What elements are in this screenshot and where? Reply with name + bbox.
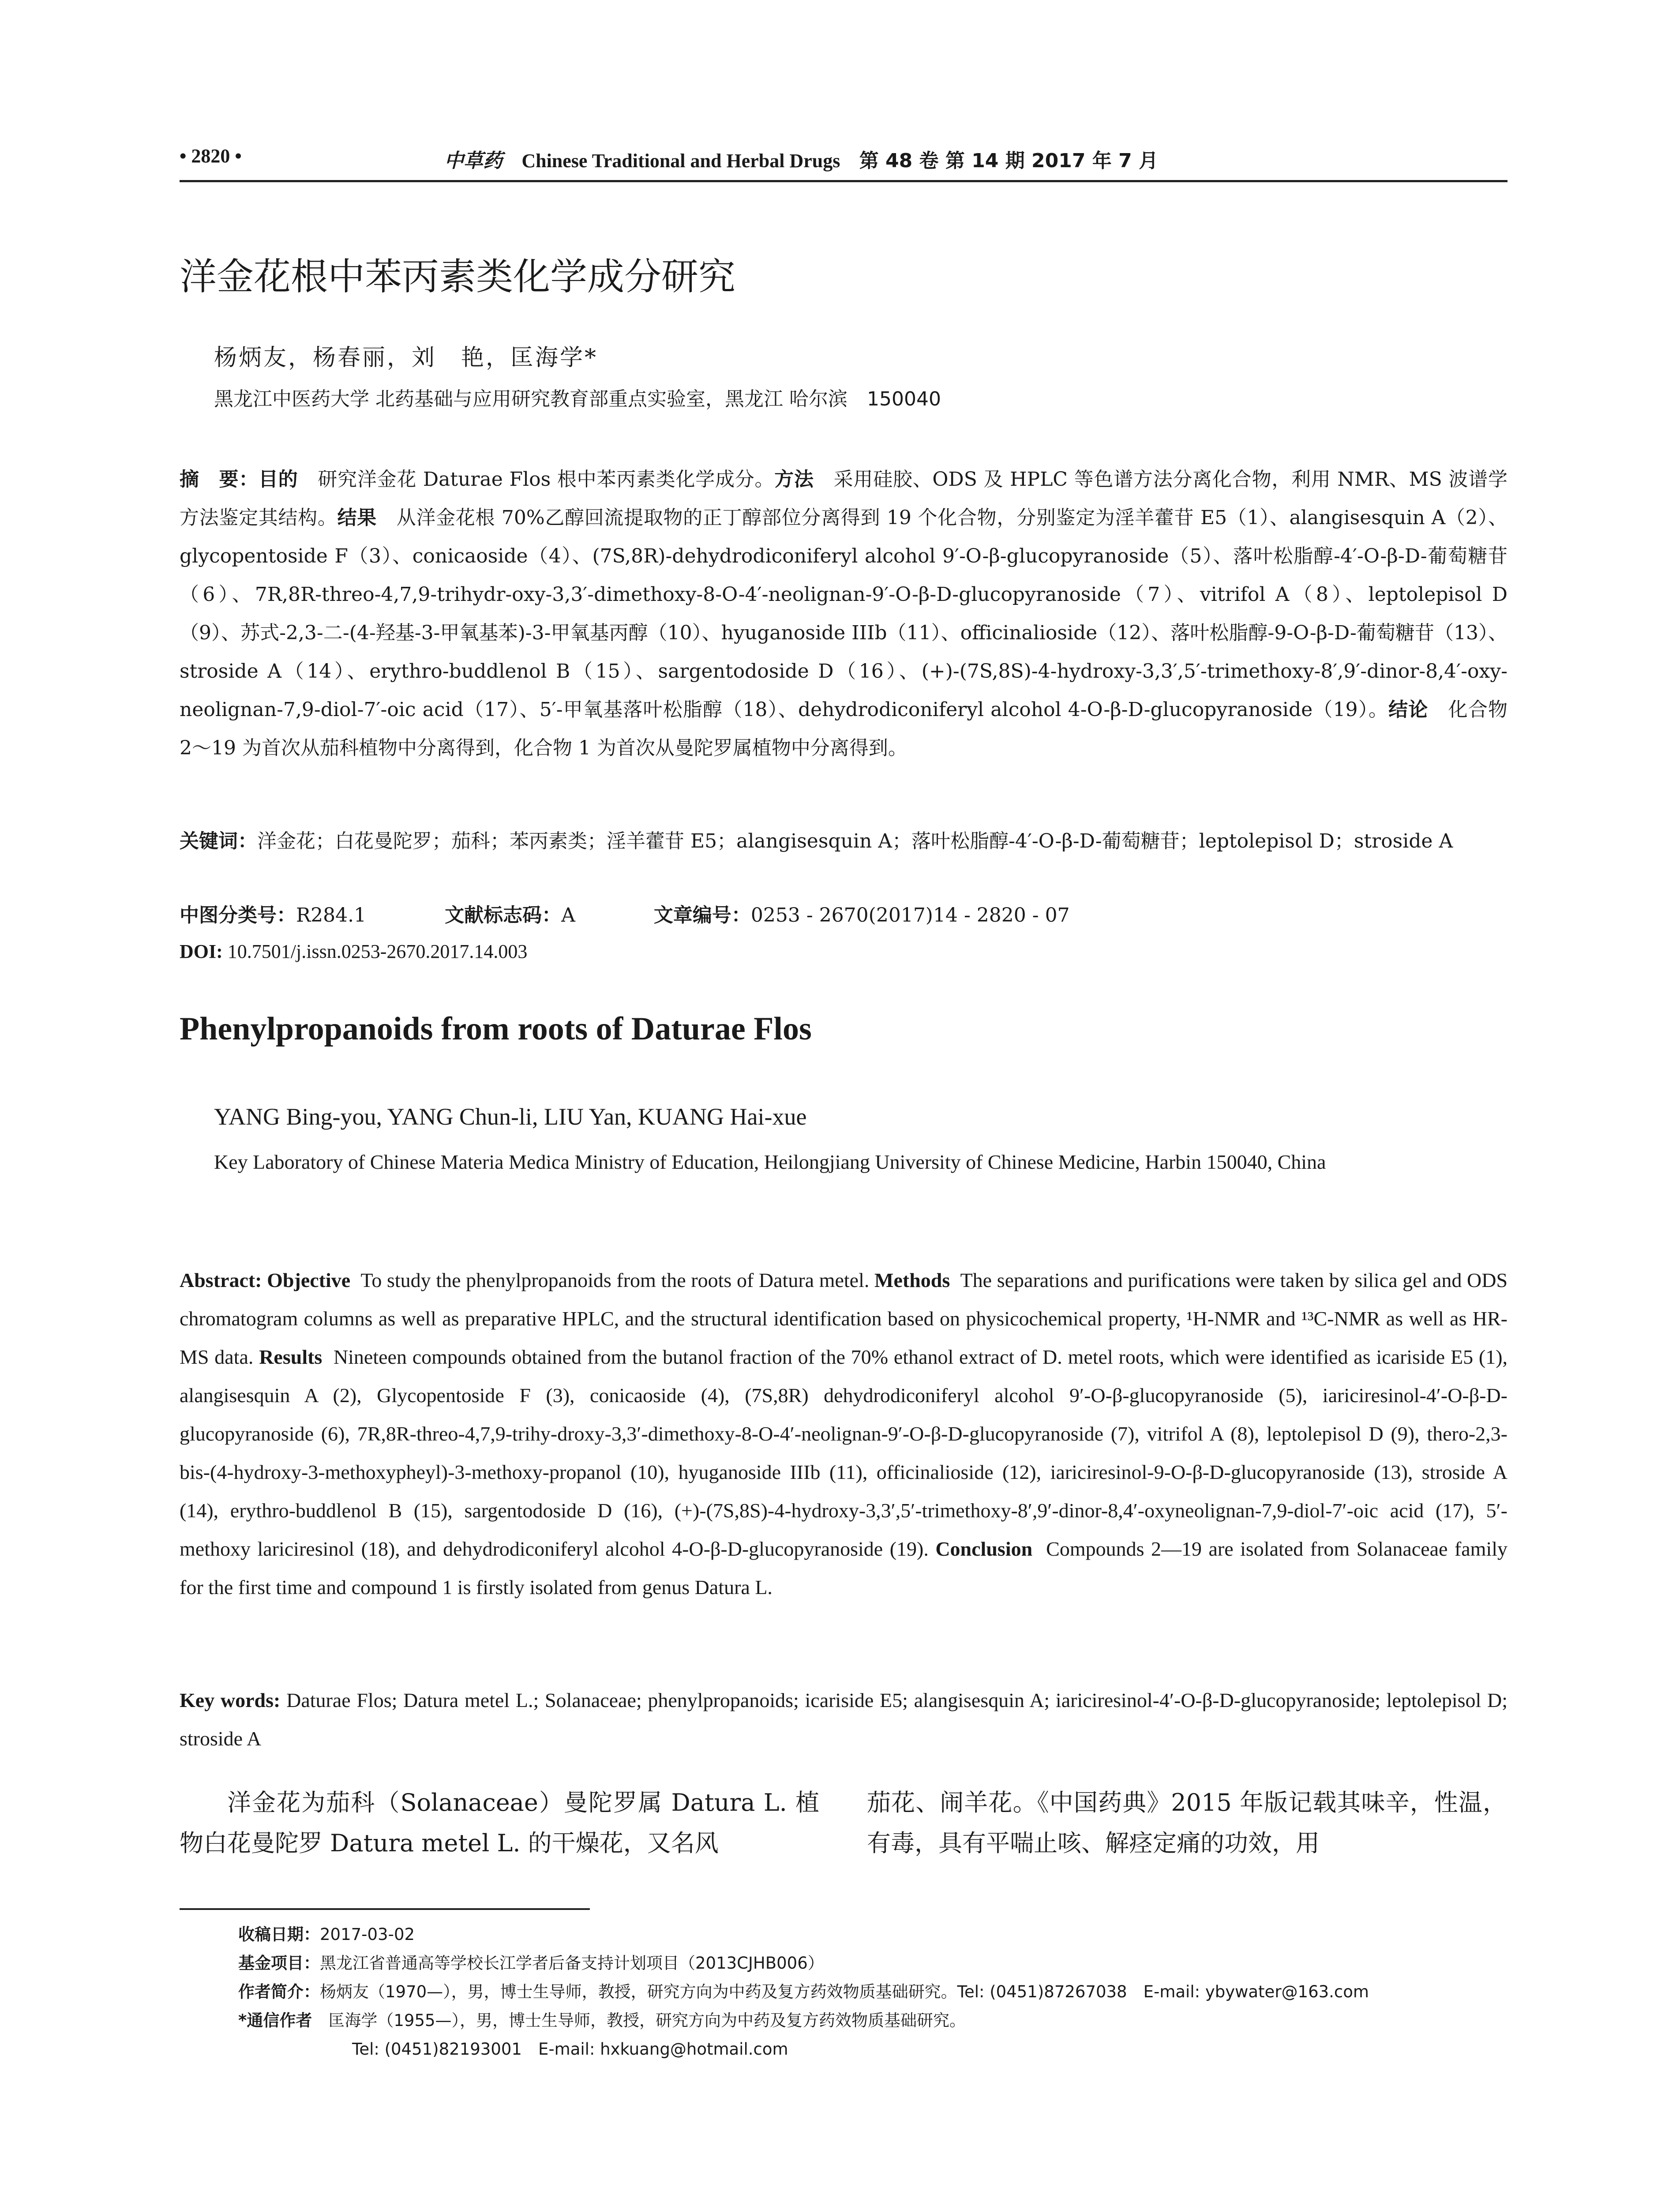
chinese-abstract bbox=[180, 460, 1508, 767]
doccode-value: A bbox=[561, 904, 575, 927]
english-title: Phenylpropanoids from roots of Daturae Flos bbox=[180, 1011, 812, 1047]
methods-label: 方法 bbox=[774, 468, 814, 491]
abstract-label: 摘 要： bbox=[180, 468, 259, 491]
en-abstract-label: Abstract: Objective bbox=[180, 1269, 351, 1291]
running-header bbox=[180, 140, 1508, 182]
en-objective-text: To study the phenylpropanoids from the roots of Datura metel. bbox=[360, 1269, 870, 1291]
journal-name-en: Chinese Traditional and Herbal Drugs bbox=[521, 150, 840, 172]
conclusion-label: 结论 bbox=[1388, 698, 1429, 721]
footnote-rule bbox=[180, 1908, 590, 1910]
en-results-text: Nineteen compounds obtained from the butanol fraction of the 70% ethanol extract of D. metel roots, which were identified as icariside E5 (1), alangisesquin A (2), Glycopentoside F (3), conicaoside (4), (7S,8R) dehydrodiconiferyl alcohol 9′-O-β-glucopyranoside (5), iariciresinol-4′-O-β-D-glucopyranoside (6), 7R,8R-threo-4,7,9-trihy-droxy-3,3′-dimethoxy-8-O-4′-neolignan-9′-O-β-D-glucopyranoside (7), vitrifol A (8), leptolepisol D (9), thero-2,3-bis-(4-hydroxy-3-methoxypheyl)-3-methoxy-propanol (10), hyuganoside IIIb (11), officinalioside (12), iariciresinol-9-O-β-D-glucopyranoside (13), stroside A (14), erythro-buddlenol B (15), sargentodoside D (16), (+)-(7S,8S)-4-hydroxy-3,3′,5′-trimethoxy-8′,9′-dinor-8,4′-oxyneolignan-7,9-diol-7′-oic acid (17), 5′-methoxy lariciresinol (18), and dehydrodiconiferyl alcohol 4-O-β-D-glucopyranoside (19). bbox=[180, 1346, 1508, 1560]
chinese-authors: 杨炳友，杨春丽，刘 艳，匡海学* bbox=[214, 345, 598, 371]
received-label: 收稿日期： bbox=[238, 1925, 320, 1944]
footnotes bbox=[238, 1920, 1509, 2063]
received-value: 2017-03-02 bbox=[320, 1925, 415, 1944]
english-abstract bbox=[180, 1261, 1508, 1606]
page-number: • 2820 • bbox=[180, 145, 242, 167]
doccode-label: 文献标志码： bbox=[445, 904, 562, 927]
english-affiliation: Key Laboratory of Chinese Materia Medica Ministry of Education, Heilongjiang University of Chinese Medicine, Harbin 150040, China bbox=[214, 1151, 1326, 1173]
articleno-label: 文章编号： bbox=[653, 904, 751, 927]
en-results-label: Results bbox=[259, 1346, 322, 1368]
chinese-title: 洋金花根中苯丙素类化学成分研究 bbox=[180, 255, 736, 298]
en-conclusion-label: Conclusion bbox=[935, 1538, 1033, 1560]
en-keywords-text: Daturae Flos; Datura metel L.; Solanaceae; phenylpropanoids; icariside E5; alangisesquin A; iariciresinol-4′-O-β-D-glucopyranoside; leptolepisol D; stroside A bbox=[180, 1689, 1508, 1750]
keywords-text: 洋金花；白花曼陀罗；茄科；苯丙素类；淫羊藿苷 E5；alangisesquin A；落叶松脂醇-4′-O-β-D-葡萄糖苷；leptolepisol D；stroside A bbox=[257, 830, 1453, 852]
doi-line bbox=[180, 936, 1508, 967]
bio-label: 作者简介： bbox=[238, 1982, 320, 2001]
en-keywords-label: Key words: bbox=[180, 1689, 281, 1711]
en-conclusion-text: Compounds 2—19 are isolated from Solanaceae family for the first time and compound 1 is firstly isolated from genus Datura L. bbox=[180, 1538, 1508, 1598]
conclusion-text: 化合物 2～19 为首次从茄科植物中分离得到，化合物 1 为首次从曼陀罗属植物中分离得到。 bbox=[180, 698, 1508, 759]
journal-info bbox=[444, 145, 1170, 173]
doi-value: 10.7501/j.issn.0253-2670.2017.14.003 bbox=[227, 941, 528, 962]
results-text: 从洋金花根 70%乙醇回流提取物的正丁醇部位分离得到 19 个化合物，分别鉴定为淫羊藿苷 E5（1）、alangisesquin A（2）、glycopentoside F（3）、conicaoside（4）、(7S,8R)-dehydrodiconiferyl alcohol 9′-O-β-glucopyranoside（5）、落叶松脂醇-4′-O-β-D-葡萄糖苷（6）、7R,8R-threo-4,7,9-trihydr-oxy-3,3′-dimethoxy-8-O-4′-neolignan-9′-O-β-D-glucopyranoside（7）、vitrifol A（8）、leptolepisol D（9）、苏式-2,3-二-(4-羟基-3-甲氧基苯)-3-甲氧基丙醇（10）、hyuganoside IIIb（11）、officinalioside（12）、落叶松脂醇-9-O-β-D-葡萄糖苷（13）、stroside A（14）、erythro-buddlenol B（15）、sargentodoside D（16）、(+)-(7S,8S)-4-hydroxy-3,3′,5′-trimethoxy-8′,9′-dinor-8,4′-oxy-neolignan-7,9-diol-7′-oic acid（17）、5′-甲氧基落叶松脂醇（18）、dehydrodiconiferyl alcohol 4-O-β-D-glucopyranoside（19）。 bbox=[180, 506, 1508, 721]
corr-value: 匡海学（1955—），男，博士生导师，教授，研究方向为中药及复方药效物质基础研究。 bbox=[328, 2011, 966, 2030]
corr-label: *通信作者 bbox=[238, 2011, 312, 2030]
en-methods-text: The separations and purifications were taken by silica gel and ODS chromatogram columns as well as preparative HPLC, and the structural identification based on physicochemical property, ¹H-NMR and ¹³C-NMR as well as HR-MS data. bbox=[180, 1269, 1508, 1368]
issue-info: 第 48 卷 第 14 期 2017 年 7 月 bbox=[859, 150, 1159, 172]
footnote-corresponding bbox=[238, 2006, 1509, 2035]
en-methods-label: Methods bbox=[874, 1269, 950, 1291]
fund-label: 基金项目： bbox=[238, 1954, 320, 1973]
footnote-fund bbox=[238, 1949, 1509, 1977]
footnote-contact: Tel: (0451)82193001 E-mail: hxkuang@hotmail.com bbox=[352, 2040, 788, 2059]
chinese-keywords bbox=[180, 826, 1508, 857]
classification-line bbox=[180, 900, 1508, 931]
fund-value: 黑龙江省普通高等学校长江学者后备支持计划项目（2013CJHB006） bbox=[320, 1954, 824, 1973]
clc-value: R284.1 bbox=[296, 904, 367, 927]
footnote-received bbox=[238, 1920, 1509, 1949]
objective-label: 目的 bbox=[259, 468, 298, 491]
keywords-label: 关键词： bbox=[180, 830, 257, 852]
objective-text: 研究洋金花 Daturae Flos 根中苯丙素类化学成分。 bbox=[318, 468, 775, 491]
methods-text: 采用硅胶、ODS 及 HPLC 等色谱方法分离化合物，利用 NMR、MS 波谱学方法鉴定其结构。 bbox=[180, 468, 1508, 529]
english-authors: YANG Bing-you, YANG Chun-li, LIU Yan, KUANG Hai-xue bbox=[214, 1103, 807, 1130]
body-column-left: 洋金花为茄科（Solanaceae）曼陀罗属 Datura L. 植物白花曼陀罗 Datura metel L. 的干燥花，又名风 bbox=[180, 1789, 819, 1857]
english-keywords bbox=[180, 1681, 1508, 1758]
journal-name-cn: 中草药 bbox=[444, 150, 502, 172]
body-column-right: 茄花、闹羊花。《中国药典》2015 年版记载其味辛，性温，有毒，具有平喘止咳、解痉定痛的功效，用 bbox=[867, 1789, 1507, 1857]
bio-value: 杨炳友（1970—），男，博士生导师，教授，研究方向为中药及复方药效物质基础研究。Tel: (0451)87267038 E-mail: ybywater@163.com bbox=[320, 1982, 1369, 2001]
doi-label: DOI: bbox=[180, 941, 223, 962]
results-label: 结果 bbox=[337, 506, 377, 529]
footnote-bio bbox=[238, 1977, 1509, 2006]
chinese-affiliation: 黑龙江中医药大学 北药基础与应用研究教育部重点实验室，黑龙江 哈尔滨 150040 bbox=[214, 388, 941, 410]
articleno-value: 0253 - 2670(2017)14 - 2820 - 07 bbox=[750, 904, 1070, 927]
clc-label: 中图分类号： bbox=[180, 904, 296, 927]
